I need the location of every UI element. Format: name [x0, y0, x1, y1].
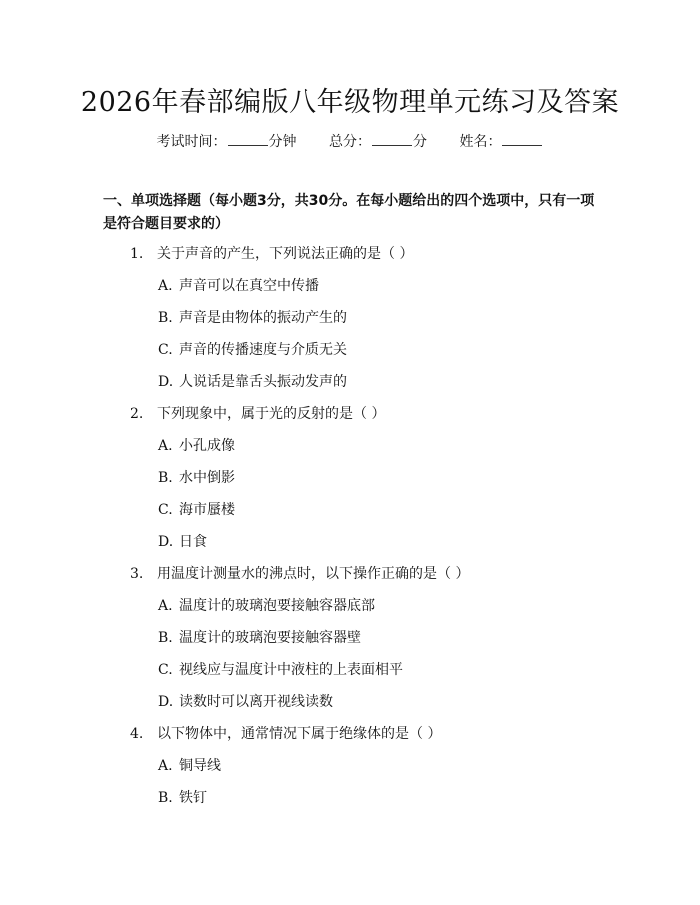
question-2-option-c	[158, 499, 235, 519]
question-3-option-d	[158, 691, 333, 711]
option-text: 声音是由物体的振动产生的	[179, 310, 347, 326]
option-letter: B.	[158, 310, 173, 326]
question-3-option-a	[158, 595, 375, 615]
option-letter: A.	[158, 438, 173, 454]
option-letter: B.	[158, 470, 173, 486]
option-letter: C.	[158, 502, 173, 518]
question-2-option-d	[158, 531, 207, 551]
option-letter: C.	[158, 662, 173, 678]
total-score-unit: 分	[413, 134, 427, 150]
option-letter: A.	[158, 278, 173, 294]
option-text: 声音可以在真空中传播	[179, 278, 319, 294]
total-score-label: 总分：	[329, 134, 371, 150]
question-2-option-b	[158, 467, 235, 487]
option-letter: D.	[158, 534, 174, 550]
option-letter: A.	[158, 598, 173, 614]
option-text: 铜导线	[179, 758, 221, 774]
option-text: 温度计的玻璃泡要接触容器底部	[179, 598, 375, 614]
option-text: 海市蜃楼	[179, 502, 235, 518]
question-4-option-a	[158, 755, 221, 775]
section-heading: 一、单项选择题（每小题3分，共30分。在每小题给出的四个选项中，只有一项是符合题目要求的）	[103, 193, 595, 232]
document-title: 2026年春部编版八年级物理单元练习及答案	[80, 87, 620, 118]
question-number: 2.	[130, 406, 144, 422]
student-name-blank	[502, 133, 542, 146]
question-1-option-c	[158, 339, 347, 359]
option-letter: C.	[158, 342, 173, 358]
option-letter: B.	[158, 790, 173, 806]
question-text: 关于声音的产生，下列说法正确的是（ ）	[157, 246, 414, 262]
option-text: 水中倒影	[179, 470, 235, 486]
question-number: 1.	[130, 246, 144, 262]
question-2-option-a	[158, 435, 235, 455]
student-name-label: 姓名：	[459, 134, 502, 150]
exam-time-blank	[228, 133, 268, 146]
question-1-option-a	[158, 275, 319, 295]
option-text: 铁钉	[179, 790, 207, 806]
total-score-blank	[372, 133, 412, 146]
question-text: 用温度计测量水的沸点时，以下操作正确的是（ ）	[157, 566, 470, 582]
option-letter: D.	[158, 374, 174, 390]
question-1-option-d	[158, 371, 347, 391]
option-letter: B.	[158, 630, 173, 646]
question-3	[130, 563, 469, 583]
exam-info-line	[0, 131, 700, 151]
option-letter: D.	[158, 694, 174, 710]
question-number: 3.	[130, 566, 144, 582]
option-text: 人说话是靠舌头振动发声的	[179, 374, 347, 390]
question-1	[130, 243, 413, 263]
option-text: 视线应与温度计中液柱的上表面相平	[179, 662, 403, 678]
question-text: 下列现象中，属于光的反射的是（ ）	[157, 406, 386, 422]
total-score-field	[329, 131, 427, 151]
question-4-option-b	[158, 787, 207, 807]
question-2	[130, 403, 385, 423]
question-3-option-b	[158, 627, 361, 647]
option-text: 日食	[179, 534, 207, 550]
question-text: 以下物体中，通常情况下属于绝缘体的是（ ）	[157, 726, 442, 742]
option-text: 读数时可以离开视线读数	[179, 694, 333, 710]
question-4	[130, 723, 441, 743]
option-text: 小孔成像	[179, 438, 235, 454]
exam-time-label: 考试时间：	[156, 134, 227, 150]
option-text: 温度计的玻璃泡要接触容器壁	[179, 630, 361, 646]
student-name-field	[459, 131, 543, 151]
option-letter: A.	[158, 758, 173, 774]
question-1-option-b	[158, 307, 347, 327]
question-3-option-c	[158, 659, 403, 679]
option-text: 声音的传播速度与介质无关	[179, 342, 347, 358]
exam-time-field	[157, 131, 297, 151]
exam-time-unit: 分钟	[268, 134, 297, 150]
question-number: 4.	[130, 726, 144, 742]
